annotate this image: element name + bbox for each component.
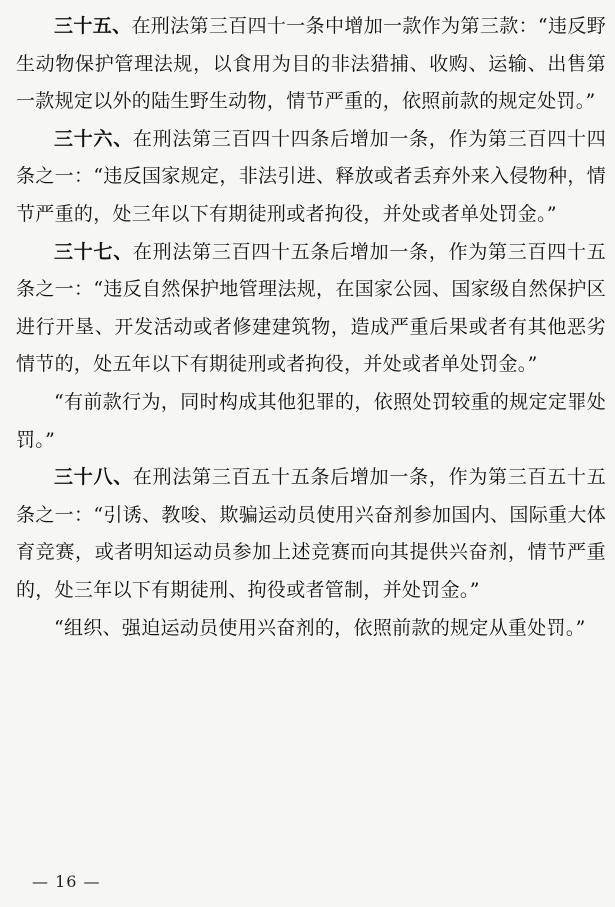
article-36-paragraph: [16, 121, 606, 234]
article-38-second-paragraph: [16, 610, 606, 648]
paragraph-text: “有前款行为，同时构成其他犯罪的，依照处罚较重的规定定罪处罚。”: [16, 390, 606, 451]
page-number: — 16 —: [32, 872, 101, 891]
paragraph-text: “组织、强迫运动员使用兴奋剂的，依照前款的规定从重处罚。”: [54, 616, 586, 639]
paragraph-text: 在刑法第三百四十一条中增加一款作为第三款：“违反野生动物保护管理法规，以食用为目的非法猎捕、收购、运输、出售第一款规定以外的陆生野生动物，情节严重的，依照前款的规定处罚。”: [16, 15, 607, 113]
article-37-second-paragraph: [16, 384, 606, 459]
article-38-paragraph: [16, 459, 606, 609]
paragraph-text: 在刑法第三百四十四条后增加一条，作为第三百四十四条之一：“违反国家规定，非法引进、释放或者丢弃外来入侵物种，情节严重的，处三年以下有期徒刑或者拘役，并处或者单处罚金。”: [16, 127, 606, 225]
article-number: 三十五、: [54, 15, 132, 37]
article-number: 三十七、: [54, 240, 133, 263]
paragraph-text: 在刑法第三百五十五条后增加一条，作为第三百五十五条之一：“引诱、教唆、欺骗运动员使用兴奋剂参加国内、国际重大体育竞赛，或者明知运动员参加上述竞赛而向其提供兴奋剂，情节严重的，处三年以下有期徒刑、拘役或者管制，并处罚金。”: [16, 466, 606, 601]
article-37-paragraph: [16, 234, 606, 384]
article-35-paragraph: [16, 8, 606, 121]
document-body: [16, 8, 606, 647]
article-number: 三十六、: [54, 127, 133, 150]
paragraph-text: 在刑法第三百四十五条后增加一条，作为第三百四十五条之一：“违反自然保护地管理法规，在国家公园、国家级自然保护区进行开垦、开发活动或者修建建筑物，造成严重后果或者有其他恶劣情节的，处五年以下有期徒刑或者拘役，并处或者单处罚金。”: [16, 240, 606, 376]
article-number: 三十八、: [54, 466, 133, 489]
